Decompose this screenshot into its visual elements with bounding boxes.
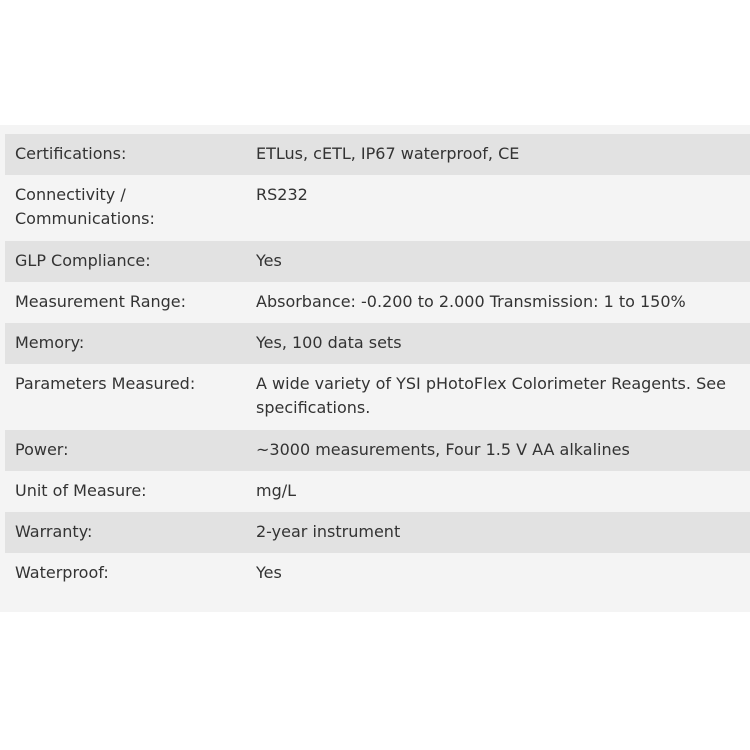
spec-label: GLP Compliance: (5, 241, 246, 282)
spec-row-unit-of-measure (5, 471, 750, 512)
spec-value: 2-year instrument (246, 512, 750, 553)
spec-label: Memory: (5, 323, 246, 364)
spec-value: ~3000 measurements, Four 1.5 V AA alkalines (246, 430, 750, 471)
spec-value: Yes (256, 563, 282, 582)
specifications-table (5, 134, 750, 594)
spec-value: Yes, 100 data sets (246, 323, 750, 364)
spec-label: Waterproof: (15, 563, 109, 582)
spec-value: A wide variety of YSI pHotoFlex Colorimeter Reagents. See specifications. (256, 374, 726, 417)
spec-label: Certifications: (5, 134, 246, 175)
spec-label: Connectivity / Communications: (15, 185, 155, 228)
spec-row-glp-compliance (5, 241, 750, 282)
spec-row-parameters-measured (5, 364, 750, 430)
spec-row-power (5, 430, 750, 471)
spec-row-waterproof (5, 553, 750, 594)
spec-value: Yes (246, 241, 750, 282)
spec-value: ETLus, cETL, IP67 waterproof, CE (246, 134, 750, 175)
spec-value: RS232 (256, 185, 308, 204)
spec-row-measurement-range (5, 282, 750, 323)
spec-label: Warranty: (5, 512, 246, 553)
specifications-panel (0, 125, 750, 612)
spec-label: Parameters Measured: (15, 374, 196, 393)
spec-label: Measurement Range: (15, 292, 187, 311)
spec-row-connectivity (5, 175, 750, 241)
spec-value: Absorbance: -0.200 to 2.000 Transmission: 1 to 150% (256, 292, 686, 311)
spec-label: Unit of Measure: (15, 481, 147, 500)
spec-label: Power: (5, 430, 246, 471)
spec-row-memory (5, 323, 750, 364)
spec-row-certifications (5, 134, 750, 175)
spec-row-warranty (5, 512, 750, 553)
spec-value: mg/L (256, 481, 297, 500)
